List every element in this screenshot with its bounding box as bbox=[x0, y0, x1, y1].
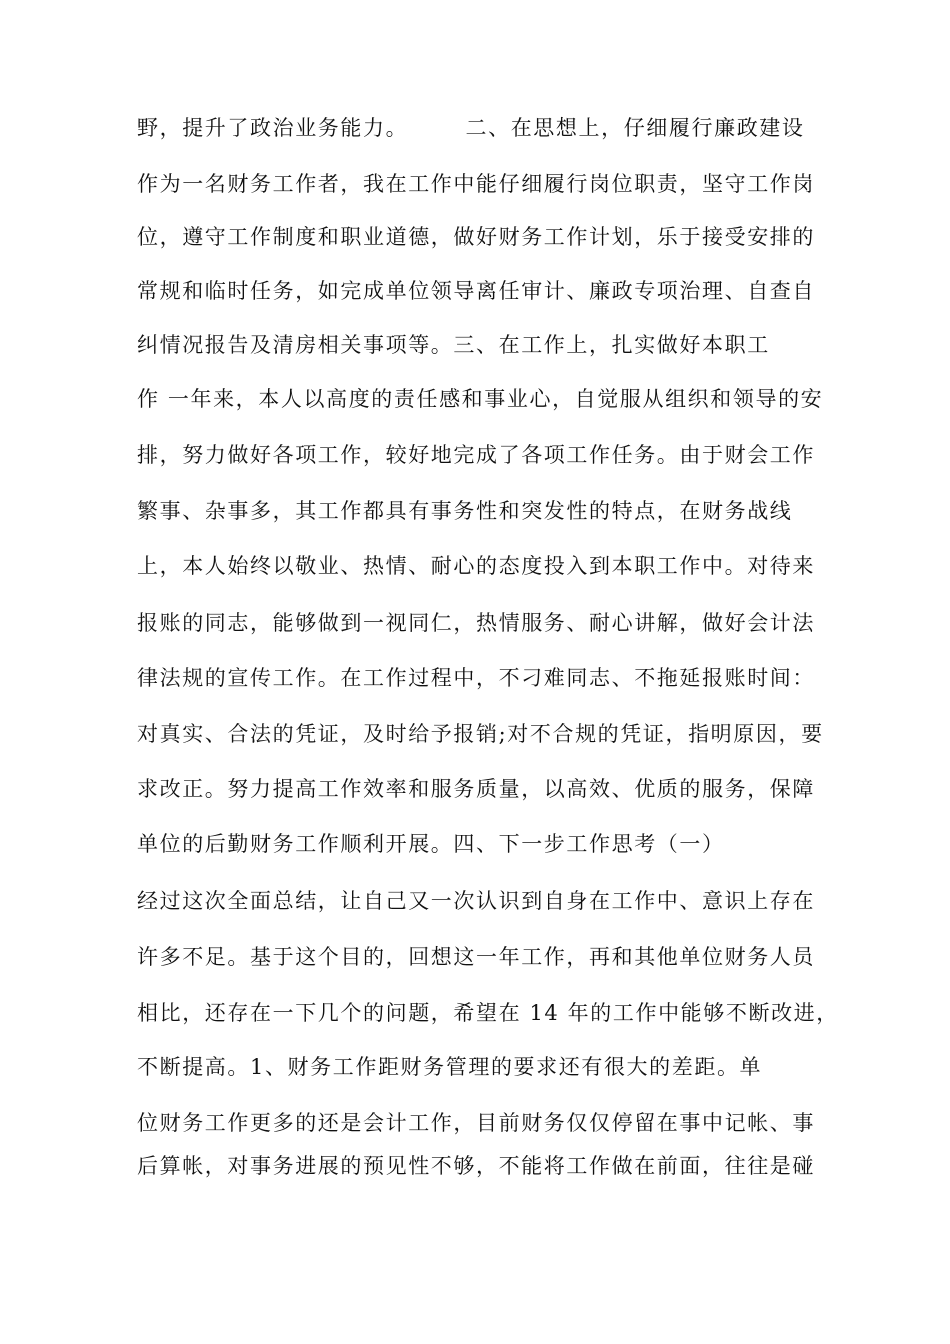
text-line-16: 许多不足。基于这个目的，回想这一年工作，再和其他单位财务人员 bbox=[137, 945, 815, 969]
text-line-1: 野，提升了政治业务能力。 二、在思想上，仔细履行廉政建设 bbox=[137, 116, 805, 140]
text-line-18: 不断提高。1、财务工作距财务管理的要求还有很大的差距。单 bbox=[137, 1055, 763, 1079]
text-line-6: 作 一年来，本人以高度的责任感和事业心，自觉服从组织和领导的安 bbox=[137, 387, 824, 411]
text-line-5: 纠情况报告及清房相关事项等。三、在工作上，扎实做好本职工 bbox=[137, 333, 770, 357]
text-line-12: 对真实、合法的凭证，及时给予报销;对不合规的凭证，指明原因，要 bbox=[137, 722, 824, 746]
text-line-14: 单位的后勤财务工作顺利开展。四、下一步工作思考（一） bbox=[137, 832, 725, 856]
text-line-9: 上，本人始终以敬业、热情、耐心的态度投入到本职工作中。对待来 bbox=[137, 554, 815, 578]
text-line-17: 相比，还存在一下几个的问题，希望在 14 年的工作中能够不断改进， bbox=[137, 1001, 839, 1025]
text-line-11: 律法规的宣传工作。在工作过程中，不刁难同志、不拖延报账时间： bbox=[137, 666, 815, 690]
text-line-20: 后算帐，对事务进展的预见性不够，不能将工作做在前面，往往是碰 bbox=[137, 1154, 815, 1178]
text-line-13: 求改正。努力提高工作效率和服务质量，以高效、优质的服务，保障 bbox=[137, 777, 815, 801]
text-line-19: 位财务工作更多的还是会计工作，目前财务仅仅停留在事中记帐、事 bbox=[137, 1111, 815, 1135]
text-line-3: 位，遵守工作制度和职业道德，做好财务工作计划，乐于接受安排的 bbox=[137, 225, 815, 249]
text-line-15: 经过这次全面总结，让自己又一次认识到自身在工作中、意识上存在 bbox=[137, 889, 815, 913]
text-line-7: 排，努力做好各项工作，较好地完成了各项工作任务。由于财会工作 bbox=[137, 443, 815, 467]
text-line-8: 繁事、杂事多，其工作都具有事务性和突发性的特点，在财务战线 bbox=[137, 499, 793, 523]
text-line-10: 报账的同志，能够做到一视同仁，热情服务、耐心讲解，做好会计法 bbox=[137, 611, 815, 635]
text-line-2: 作为一名财务工作者，我在工作中能仔细履行岗位职责，坚守工作岗 bbox=[137, 172, 815, 196]
text-line-4: 常规和临时任务，如完成单位领导离任审计、廉政专项治理、自查自 bbox=[137, 279, 815, 303]
